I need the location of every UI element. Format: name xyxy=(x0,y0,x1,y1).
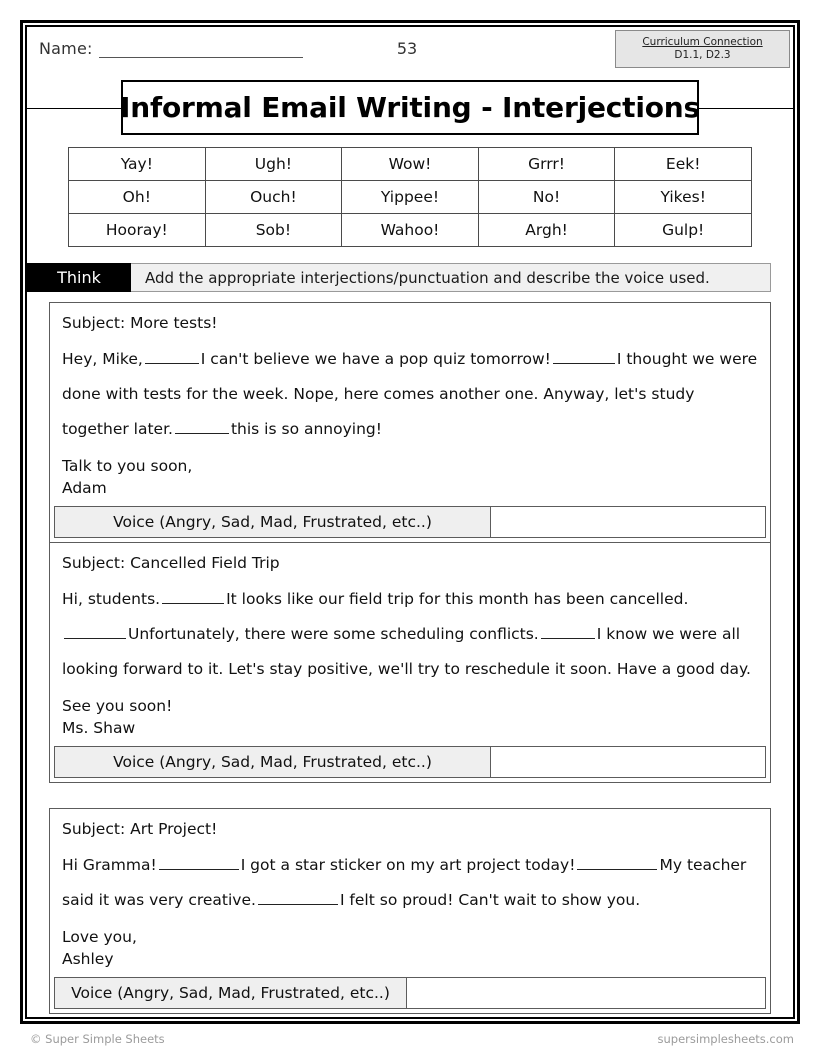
footer-website: supersimplesheets.com xyxy=(657,1032,794,1046)
voice-row-2 xyxy=(54,746,766,778)
email-text-segment: Unfortunately, there were some scheduling conflicts. xyxy=(128,625,539,643)
word-bank-cell: Wow! xyxy=(342,148,479,181)
curriculum-connection-title: Curriculum Connection xyxy=(642,36,763,48)
think-instruction-bar xyxy=(27,263,771,292)
word-bank-cell: Gulp! xyxy=(615,214,752,247)
voice-label-2: Voice (Angry, Sad, Mad, Frustrated, etc..) xyxy=(55,747,491,777)
answer-blank[interactable] xyxy=(159,869,239,870)
email-body-3 xyxy=(50,809,770,977)
email-text-segment: Hi Gramma! xyxy=(62,856,157,874)
email-text-segment: I can't believe we have a pop quiz tomorrow! xyxy=(200,350,551,368)
word-bank-cell: Wahoo! xyxy=(342,214,479,247)
email-text-segment: I know we xyxy=(596,625,675,643)
email-block-2 xyxy=(49,542,771,783)
email-subject-2: Subject: Cancelled Field Trip xyxy=(62,554,280,572)
header xyxy=(27,27,793,79)
page-title: Informal Email Writing - Interjections xyxy=(120,91,700,124)
footer xyxy=(20,1032,800,1052)
email-text-segment: Hi, students. xyxy=(62,590,161,608)
email-block-3 xyxy=(49,808,771,1014)
email-text-segment: Hey, Mike, xyxy=(62,350,143,368)
curriculum-connection-codes: D1.1, D2.3 xyxy=(674,49,731,61)
word-bank-cell: Yay! xyxy=(69,148,206,181)
title-rule-right xyxy=(697,108,793,109)
word-bank-cell: Oh! xyxy=(69,181,206,214)
email-body-2 xyxy=(50,543,770,746)
email-text-segment: a good day. xyxy=(661,660,751,678)
email-subject-3: Subject: Art Project! xyxy=(62,820,218,838)
answer-blank[interactable] xyxy=(541,638,595,639)
answer-blank[interactable] xyxy=(64,638,126,639)
footer-copyright: © Super Simple Sheets xyxy=(30,1032,165,1046)
word-bank-cell: Yippee! xyxy=(342,181,479,214)
email-subject-1: Subject: More tests! xyxy=(62,314,218,332)
word-bank-cell: Argh! xyxy=(478,214,615,247)
page-content xyxy=(27,27,793,1017)
voice-answer-field-1[interactable] xyxy=(491,507,765,537)
title-zone xyxy=(27,80,793,138)
voice-answer-field-3[interactable] xyxy=(407,978,765,1008)
voice-row-3 xyxy=(54,977,766,1009)
voice-inset-1 xyxy=(50,506,770,542)
email-closing-2: See you soon! xyxy=(62,697,173,715)
name-input-blank[interactable] xyxy=(99,57,303,58)
email-text-segment: I got a star sticker on my art project today! xyxy=(240,856,576,874)
name-label: Name: xyxy=(39,39,93,58)
answer-blank[interactable] xyxy=(175,433,229,434)
word-bank-cell: Sob! xyxy=(205,214,342,247)
word-bank-cell: Hooray! xyxy=(69,214,206,247)
email-text-segment: we were done with tests for the week. Nope, here comes another one. Anyway, let's xyxy=(62,350,758,403)
voice-label-1: Voice (Angry, Sad, Mad, Frustrated, etc..) xyxy=(55,507,491,537)
word-bank-cell: Yikes! xyxy=(615,181,752,214)
curriculum-connection-box xyxy=(615,30,790,68)
voice-inset-2 xyxy=(50,746,770,782)
word-bank-cell: Ouch! xyxy=(205,181,342,214)
email-closing-3: Love you, xyxy=(62,928,137,946)
word-bank-cell: Grrr! xyxy=(478,148,615,181)
email-signature-2: Ms. Shaw xyxy=(62,719,136,737)
table-row xyxy=(69,214,752,247)
answer-blank[interactable] xyxy=(145,363,199,364)
email-paragraph-2 xyxy=(62,582,758,687)
word-bank-cell: Eek! xyxy=(615,148,752,181)
interjections-word-bank xyxy=(68,147,752,247)
table-row xyxy=(69,148,752,181)
think-instruction-text: Add the appropriate interjections/punctuation and describe the voice used. xyxy=(131,263,771,292)
email-text-segment: I thought xyxy=(616,350,688,368)
email-closing-1: Talk to you soon, xyxy=(62,457,193,475)
answer-blank[interactable] xyxy=(258,904,338,905)
word-bank-cell: No! xyxy=(478,181,615,214)
word-bank-cell: Ugh! xyxy=(205,148,342,181)
email-text-segment: I felt so proud! Can't wait to show you. xyxy=(339,891,641,909)
voice-row-1 xyxy=(54,506,766,538)
voice-inset-3 xyxy=(50,977,770,1013)
email-paragraph-1 xyxy=(62,342,758,447)
page-number: 53 xyxy=(396,39,418,58)
table-row xyxy=(69,181,752,214)
email-text-segment: this is so annoying! xyxy=(230,420,382,438)
answer-blank[interactable] xyxy=(162,603,224,604)
voice-answer-field-2[interactable] xyxy=(491,747,765,777)
email-text-segment: were all looking forward to it. Let's stay positive, we'll try to reschedule it soon. Have xyxy=(62,625,741,678)
think-tab-label: Think xyxy=(27,263,131,292)
title-rule-left xyxy=(27,108,123,109)
answer-blank[interactable] xyxy=(553,363,615,364)
answer-blank[interactable] xyxy=(577,869,657,870)
email-body-1 xyxy=(50,303,770,506)
email-block-1 xyxy=(49,302,771,543)
email-signature-3: Ashley xyxy=(62,950,114,968)
email-text-segment: teacher said it was very creative. xyxy=(62,856,747,909)
email-paragraph-3 xyxy=(62,848,758,918)
email-text-segment: study together later. xyxy=(62,385,695,438)
email-text-segment: It looks like our field trip for this month has been cancelled. xyxy=(226,590,689,608)
voice-label-3: Voice (Angry, Sad, Mad, Frustrated, etc..) xyxy=(55,978,407,1008)
email-text-segment: My xyxy=(659,856,682,874)
title-box xyxy=(121,80,699,135)
email-signature-1: Adam xyxy=(62,479,107,497)
